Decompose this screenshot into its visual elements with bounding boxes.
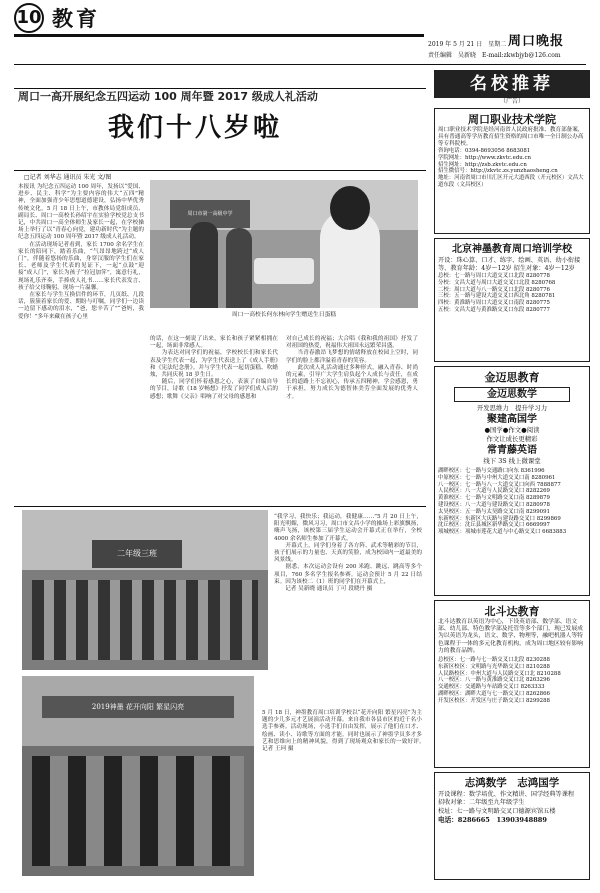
photo-children — [32, 756, 244, 866]
ad3-row: 沈丘校区：沈丘县城区新华路交叉口 6669997 — [438, 522, 550, 529]
headline-rule-top — [14, 88, 426, 89]
ad2-row: 分校：文昌大道与周口大道交叉口北段 8280768 — [438, 279, 556, 286]
photo-person — [226, 228, 252, 308]
editor-email: E-mail:zkwbjyb@126.com — [482, 52, 561, 59]
ad2-title: 北京神墨教育周口培训学校 — [452, 244, 572, 255]
article-photo — [150, 180, 418, 308]
ad4-row: 人民路校区：中州大道与人民路交叉口北 8210288 — [438, 670, 561, 677]
ad3-sub1: 金迈思数学 — [454, 387, 570, 402]
photo-students — [32, 580, 258, 660]
class-banner: 二年级三班 — [92, 540, 182, 568]
ad4-body: 北斗达教育以英语为中心，下设英语部、数学部、语文部、幼儿部、特色教学部及托管等多个部门，现已发展成为以英语为龙头，语文、数学、物理等，融吧机器人等特色课程于一体的多元化教育机构，成为周口地区较有影响力的教育品牌。 — [438, 619, 583, 654]
section-title: 教育 — [52, 6, 100, 31]
article-byline: □记者 刘华志 通讯员 朱光 文/图 — [24, 174, 112, 181]
ad4-row: 开发区校区：开发区与庄子路交叉口 8299288 — [438, 697, 550, 704]
ad5-title: 志鸿数学 志鸿国学 — [464, 777, 560, 789]
ad2-row: 四校：黄淮路与周口大道交叉口南段 8280775 — [438, 300, 550, 307]
performance-photo — [22, 676, 254, 876]
article-column-2: 的话，在这一刻说了出来，家长和孩子紧紧相拥在一起，场面非常感人。 为表达对同学们的祝福，学校校长们和家长代表及学生代表一起，为学生代表送上了《成人手册》和《宪法纪念册》。并与学生代表一起切蛋糕、吹蜡烛，共同庆祝 18 岁生日。 随后，同学们怀着感恩之心，表演了自编自导的节目，诗歌《18 岁畅想》抒发了同学们成人后的感想；歌舞《父亲》唱响了对父母的感恩和 — [150, 336, 278, 400]
photo-cake — [254, 258, 314, 284]
ad2-body: 开设：珠心算、口才、练字、绘画、英语、幼小衔接等、教育年龄：4岁～12岁 招生对象：4岁～12岁 — [438, 257, 581, 272]
ads-header: 名校推荐 — [434, 70, 590, 98]
ad3-row: 东新校区：东新区大庆路与建设路交叉口 8299869 — [438, 515, 561, 522]
ad5-phone: 电话：8286665 13903948889 — [438, 816, 547, 825]
ad3-row: 太昊校区：五一路与太昊路交叉口南 8299091 — [438, 508, 550, 515]
ad3-sub1-note: 开发思维力 提升学习力 — [476, 404, 548, 412]
ad5-address: 校址：七一路与文明路交叉口德源宾馆五楼 — [438, 807, 556, 815]
ad3-row: 八一校区：七一路与八一大道交叉口向西 7888877 — [438, 481, 561, 488]
ad2-row: 五校：文昌大道与黄淮路交叉口东段 8280777 — [438, 306, 550, 313]
ad2-row: 二校：周口大道与八一路交叉口北段 8280776 — [438, 286, 550, 293]
ad4-row: 湖畔校区：湖畔大道与七一路交叉口 8262866 — [438, 691, 550, 697]
article-column-1: 本报讯 为纪念五四运动 100 周年，发扬以“爱国、进步、民主、科学”为主要内容的伟大“五四”精神，全面加强青少年思想道德建设，弘扬中华优秀传统文化，5 月 18 日上午，市教体局党组成员、副局长、周口一高校长孙绍宇在实验学校党总支书记，中共周口一高全体师生及家长一起，在学校操场上举行了以“青春心向党，建功新时代”为主题的纪念五四运动 100 周年暨 2017 级成人礼活动。 在活动现场记者看到，家长 1700 余名学生在家长的陪同下，踏着乐曲，“气昂昂地跨过“成人门”，伴随着悠扬的乐曲，身穿汉服的学生们在家长、老师及学生代表的见证下，一起“点鼓”迎接“成人门”，家长为孩子“拉冠加笄”，寓意行礼，现场礼乐齐奏，手捧成人礼书……家长代表发言、孩子给父母鞠躬，现场一片温馨。 在家长与学生互换信件的环节，几页纸、几段话，簇簇着家长的爱、期盼与叮嘱，同学们一边读一边留下感动的泪水，“爸，您辛苦了”“爸妈，我爱你！”多年来藏在孩子心里 — [18, 184, 144, 320]
ad5-body: 开设课程：数学培优、作文精讲、国学经典等课程 — [438, 791, 575, 798]
photo-banner: 周口市第一高级中学 — [170, 200, 250, 228]
ad4-row: 交通校区：交通路与车站路交叉口 8263333 — [438, 684, 545, 691]
ad3-row: 中原校区：七一路与中州大道交叉口南 8280961 — [438, 474, 556, 481]
headline-rule-bottom — [14, 170, 426, 171]
paper-logo: 周口晚报 — [508, 34, 565, 49]
ad3-sub3-note: 线下 3S 线上微课堂 — [483, 457, 541, 465]
ad1-line: 招生网址：http://zsb.zkvtc.edu.cn — [438, 161, 527, 168]
ad3-row: 黄淮校区：七一路与文明路交叉口南 8289879 — [438, 495, 550, 502]
ad3-sub2: 聚建高国学 — [487, 414, 537, 425]
masthead-rule — [14, 34, 424, 37]
article3-text: 5 月 18 日，神墨教育周口培训学校以“花开向阳 繁星闪亮”为主题的少儿多元才艺展演活动开幕。来自我市各县市区的近千名小选手参赛。活动现场，小选手们自由发挥，展示了他们在口才、绘画、读小、诗歌等方面的才能。同时也展示了神墨学员多才多艺和思维向上的精神风貌，得到了现场观众和家长的一致好评。 记者 王珂 摄 — [262, 710, 428, 753]
ad5-time: 招收对象：二年级至九年级学生 — [438, 799, 525, 807]
ad3-row: 湖畔校区：七一路与交通路口向东 8361996 — [438, 468, 545, 474]
ad3-row: 建设校区：八一大道与建设路交叉口 8280978 — [438, 501, 550, 508]
ad1-line: 地址：河南省周口市川汇区开元大道西段（开元校区）文昌大道东段（文昌校区） — [438, 175, 584, 188]
masthead-underline — [14, 64, 586, 65]
photo-person — [190, 222, 218, 308]
photo-caption: 周口一高校长何东林向学生赠送生日蛋糕 — [231, 312, 337, 318]
ad-beidouda — [434, 600, 590, 768]
ad4-row: 总校区：七一路与七一路交叉口北段 8230288 — [438, 657, 550, 664]
ad4-title: 北斗达教育 — [484, 605, 540, 618]
ad-zhihong — [434, 772, 590, 880]
ad2-row: 总校：七一路与周口大道交叉口北段 8280778 — [438, 273, 550, 279]
photo-head — [330, 186, 370, 230]
article-column-3: 对自己成长的祝福；大合唱《我和我的祖国》抒发了对祖国的热爱，祝福伟大祖国永远繁荣昌盛。 当青春激昂飞梦想的情绪释放在校园上空时，同学们的脸上都洋溢着青春的笑容。 此次成人礼活动通过多种形式，融入青春、时尚的元素，引导广大学生肩负起个人成长与责任，在成长的道路上不忘初心，传承五四精神，学会感恩，勇于承担，努力成长为德智体美劳全面发展的优秀人才。 — [286, 336, 418, 400]
ad3-row: 人民校区：八一大道与人民路交叉口 8282269 — [438, 488, 550, 495]
ad3-sub2-note2: 作文让成长更精彩 — [486, 435, 538, 443]
article2-text: “我学习，我快乐；我运动，我健康……”5 月 20 日上午，阳光明媚，微风习习，周口市文昌小学的操场上彩旗飘扬，嗨声飞扬，该校第三届学生运动会开幕式正在举行，全校 4000 余名师生参加了开幕式。 开幕式上，同学们身着了各方阵、武术等精彩的节目，孩子们展示的力量也、天真的笑脸，成为校园内一道最美的风景线。 据悉，本次运动会设有 200 米跑、跳远、跳高等多个项目，760 多名学生报名参赛。运动会预计 5 月 22 日结束。因为该校二（1）班的同学们在开幕式上， 记者 吴新晓 通讯员 丁可 段晓丹 摄 — [274, 514, 422, 593]
ad4-row: 八一校区：八一路与黄淮路交叉口北 8263296 — [438, 677, 550, 684]
stage-banner: 2019神墨 花开向阳 繁星闪亮 — [42, 696, 234, 718]
ad3-row: 项城校区：项城市莲花大道与中心路交叉口 6683883 — [438, 529, 567, 536]
issue-date: 2019 年 5 月 21 日 星期二 — [428, 41, 507, 48]
ad1-body: 周口职业技术学院是经河南省人民政府批准、教育部备案，具有普通高等学历教育招生资格的周口市唯一全日制公办高等专科院校。 — [438, 127, 584, 147]
ad-shenmo — [434, 238, 590, 362]
editor-credit: 责任编辑 吴新晓 — [428, 52, 477, 59]
section-divider — [14, 506, 426, 507]
ads-note: （广告） — [499, 98, 524, 105]
page-number: 10 — [14, 3, 44, 33]
ad3-sub3: 常青藤英语 — [487, 445, 537, 456]
ad2-row: 三校：五一路与建设大道交叉口西北角 8280781 — [438, 293, 556, 300]
ad3-sub2-note: ●国学●作文●阅读 — [484, 426, 540, 434]
ad1-line: 学院网址：http://www.zkvtc.edu.cn — [438, 154, 531, 161]
ad-jinmaisi — [434, 366, 590, 596]
article-subhead: 周口一高开展纪念五四运动 100 周年暨 2017 级成人礼活动 — [18, 90, 318, 103]
sports-photo — [22, 510, 268, 670]
ad4-row: 东新区校区：文明路与光华路交叉口 8210288 — [438, 663, 550, 670]
article-headline: 我们十八岁啦 — [108, 113, 283, 143]
ad1-line: 招生微信号：http://zkvtc.zs.yunzhaosheng.cn — [438, 168, 558, 175]
ad3-brand: 金迈思教育 — [484, 371, 540, 384]
ad1-line: 咨询电话：0394-8693056 8683081 — [438, 148, 531, 154]
ad-zkvtc — [434, 108, 590, 234]
ad1-title: 周口职业技术学院 — [468, 113, 556, 126]
